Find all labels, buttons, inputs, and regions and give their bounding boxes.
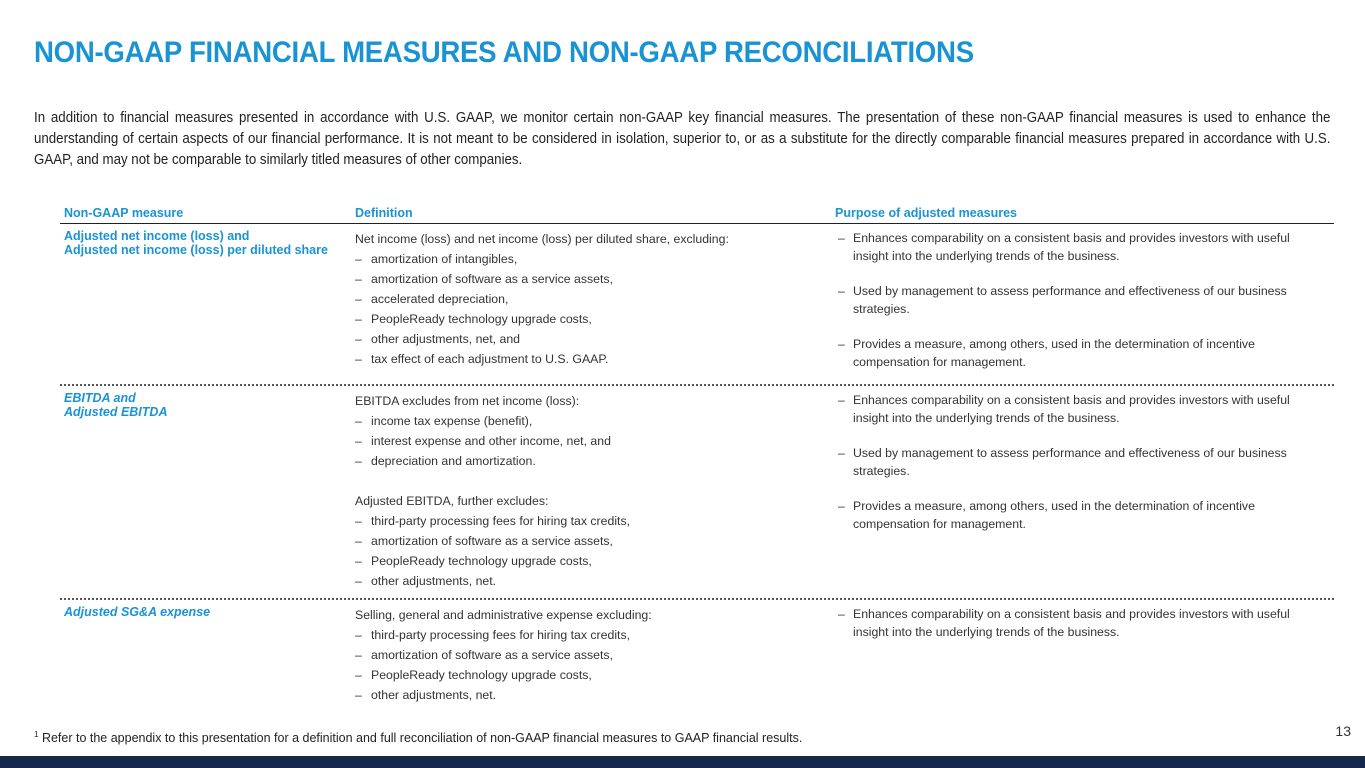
- footer-bar: [0, 756, 1365, 768]
- definition-item: – PeopleReady technology upgrade costs,: [355, 551, 815, 571]
- definition-item: – tax effect of each adjustment to U.S. GAAP.: [355, 349, 815, 369]
- definition-lead: Net income (loss) and net income (loss) per diluted share, excluding:: [355, 232, 729, 246]
- definition-item: – accelerated depreciation,: [355, 289, 815, 309]
- definition-item: – depreciation and amortization.: [355, 451, 815, 471]
- definition-item: – third-party processing fees for hiring tax credits,: [355, 511, 815, 531]
- purpose-item: – Enhances comparability on a consistent basis and provides investors with useful insight into the underlying trends of the business.: [835, 605, 1305, 641]
- purpose-item: – Used by management to assess performance and effectiveness of our business strategies.: [835, 444, 1305, 480]
- footnote-text: Refer to the appendix to this presentation for a definition and full reconciliation of non-GAAP financial measures to GAAP financial results.: [41, 731, 803, 745]
- definition-item: – amortization of software as a service assets,: [355, 269, 815, 289]
- purpose-cell: [835, 605, 1305, 658]
- footnote-marker: 1: [34, 730, 39, 739]
- purpose-item: – Enhances comparability on a consistent basis and provides investors with useful insight into the underlying trends of the business.: [835, 391, 1305, 427]
- purpose-item: – Enhances comparability on a consistent basis and provides investors with useful insight into the underlying trends of the business.: [835, 229, 1305, 265]
- definition-item: – amortization of software as a service assets,: [355, 531, 815, 551]
- measure-cell: [64, 391, 167, 419]
- purpose-item: – Used by management to assess performance and effectiveness of our business strategies.: [835, 282, 1305, 318]
- measure-line: Adjusted net income (loss) per diluted share: [64, 243, 328, 257]
- table-row: [60, 224, 1334, 386]
- definition-item: – amortization of software as a service assets,: [355, 645, 815, 665]
- purpose-item: – Provides a measure, among others, used in the determination of incentive compensation for management.: [835, 497, 1305, 533]
- purpose-cell: [835, 391, 1305, 550]
- measure-line: Adjusted EBITDA: [64, 405, 168, 419]
- definition-item: – PeopleReady technology upgrade costs,: [355, 309, 815, 329]
- footnote: [34, 731, 802, 745]
- table-row: [60, 386, 1334, 600]
- purpose-item: – Provides a measure, among others, used in the determination of incentive compensation for management.: [835, 335, 1305, 371]
- non-gaap-table: [60, 204, 1334, 710]
- header-purpose: Purpose of adjusted measures: [835, 206, 1018, 220]
- spacer: [355, 471, 815, 491]
- measure-line: Adjusted net income (loss) and: [64, 229, 250, 243]
- page-title: NON-GAAP FINANCIAL MEASURES AND NON-GAAP RECONCILIATIONS: [34, 36, 974, 69]
- definition-lead: Adjusted EBITDA, further excludes:: [355, 494, 549, 508]
- definition-lead: Selling, general and administrative expense excluding:: [355, 608, 652, 622]
- purpose-cell: [835, 229, 1305, 388]
- table-row: [60, 600, 1334, 710]
- definition-lead: EBITDA excludes from net income (loss):: [355, 394, 580, 408]
- table-header: [60, 204, 1334, 224]
- definition-cell: [355, 229, 815, 369]
- definition-item: – income tax expense (benefit),: [355, 411, 815, 431]
- definition-item: – third-party processing fees for hiring tax credits,: [355, 625, 815, 645]
- definition-cell: [355, 391, 815, 591]
- definition-item: – other adjustments, net, and: [355, 329, 815, 349]
- definition-item: – PeopleReady technology upgrade costs,: [355, 665, 815, 685]
- measure-line: Adjusted SG&A expense: [64, 605, 211, 619]
- page-number: 13: [1335, 723, 1351, 739]
- measure-line: EBITDA and: [64, 391, 136, 405]
- measure-cell: [64, 605, 210, 619]
- header-definition: Definition: [355, 206, 413, 220]
- header-measure: Non-GAAP measure: [64, 206, 184, 220]
- definition-item: – amortization of intangibles,: [355, 249, 815, 269]
- measure-cell: [64, 229, 328, 257]
- definition-item: – interest expense and other income, net, and: [355, 431, 815, 451]
- definition-item: – other adjustments, net.: [355, 685, 815, 705]
- definition-cell: [355, 605, 815, 705]
- intro-paragraph: In addition to financial measures presented in accordance with U.S. GAAP, we monitor certain non-GAAP key financial measures. The presentation of these non-GAAP financial measures is used to enhance the understanding of certain aspects of our financial performance. It is not meant to be considered in isolation, superior to, or as a substitute for the directly comparable financial measures prepared in accordance with U.S. GAAP, and may not be comparable to similarly titled measures of other companies.: [34, 110, 1331, 168]
- definition-item: – other adjustments, net.: [355, 571, 815, 591]
